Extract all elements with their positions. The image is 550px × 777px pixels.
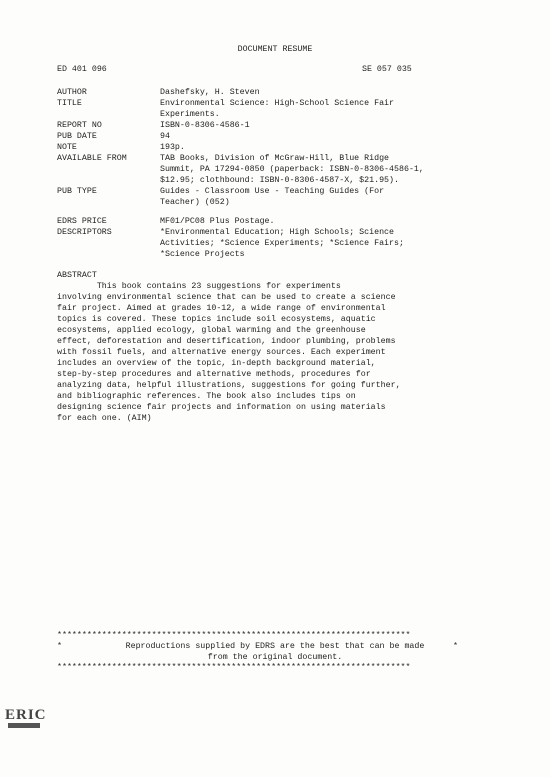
- abstract-label: ABSTRACT: [57, 271, 97, 280]
- notice-bottom-border: ***********************************************************************: [57, 663, 411, 672]
- field-label-pub-type: PUB TYPE: [57, 187, 97, 196]
- notice-right-star: *: [453, 642, 458, 651]
- document-title: DOCUMENT RESUME: [237, 45, 313, 54]
- field-value-report-no: ISBN-0-8306-4586-1: [160, 121, 250, 130]
- field-value-edrs-price: MF01/PC08 Plus Postage.: [160, 217, 275, 226]
- field-label-pub-date: PUB DATE: [57, 132, 97, 141]
- field-value-note: 193p.: [160, 143, 185, 152]
- notice-line-2: from the original document.: [207, 653, 343, 662]
- ed-number: ED 401 096: [57, 65, 107, 74]
- field-value-descriptors: *Environmental Education; High Schools; Science Activities; *Science Experiments; *Science Fairs; *Science Projects: [160, 228, 404, 259]
- abstract-text: This book contains 23 suggestions for experiments involving environmental science that can be used to create a science fair project. Aimed at grades 10-12, a wide range of environmental topics is covered. These topics include soil ecosystems, aquatic ecosystems, applied ecology, global warming and the greenhouse effect, deforestation and desertification, indoor plumbing, problems with fossil fuels, and alternative energy sources. Each experiment includes an overview of the topic, in-depth background material, step-by-step procedures and alternative methods, procedures for analyzing data, helpful illustrations, suggestions for going further, and bibliographic references. The book also includes tips on designing science fair projects and information on using materials for each one. (AIM): [57, 282, 401, 423]
- field-value-pub-type: Guides - Classroom Use - Teaching Guides (For Teacher) (052): [160, 187, 385, 207]
- field-label-edrs-price: EDRS PRICE: [57, 217, 107, 226]
- notice-left-star: *: [57, 642, 62, 651]
- notice-line-1: Reproductions supplied by EDRS are the best that can be made: [125, 642, 425, 651]
- se-number: SE 057 035: [362, 65, 412, 74]
- field-label-available-from: AVAILABLE FROM: [57, 154, 127, 163]
- field-value-author: Dashefsky, H. Steven: [160, 88, 260, 97]
- field-label-author: AUTHOR: [57, 88, 87, 97]
- field-value-title: Environmental Science: High-School Science Fair Experiments.: [160, 99, 395, 119]
- field-label-report-no: REPORT NO: [57, 121, 102, 130]
- field-label-descriptors: DESCRIPTORS: [57, 228, 112, 237]
- eric-logo-text: ERIC: [5, 707, 47, 723]
- eric-logo-bar: [8, 723, 40, 728]
- field-value-available-from: TAB Books, Division of McGraw-Hill, Blue Ridge Summit, PA 17294-0850 (paperback: ISBN-0-8306-4586-1, $12.95; clothbound: ISBN-0-8306-4587-X, $21.95).: [160, 154, 424, 185]
- field-label-note: NOTE: [57, 143, 77, 152]
- field-value-pub-date: 94: [160, 132, 170, 141]
- eric-logo: [5, 707, 47, 731]
- field-label-title: TITLE: [57, 99, 82, 108]
- notice-top-border: ***********************************************************************: [57, 631, 411, 640]
